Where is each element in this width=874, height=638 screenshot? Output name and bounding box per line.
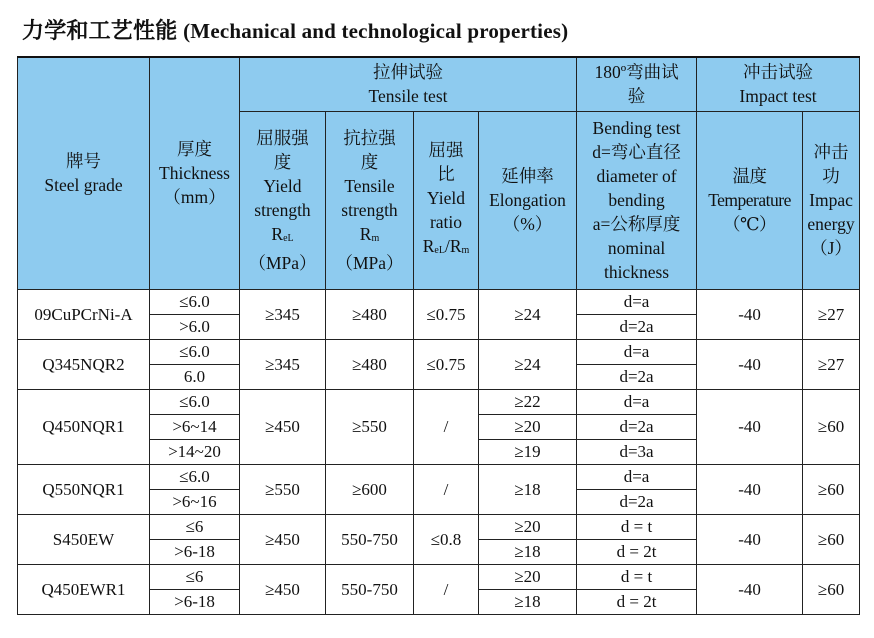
- elongation-cell: ≥19: [479, 439, 577, 464]
- thickness-cell: ≤6: [150, 514, 240, 539]
- temperature-cell: -40: [697, 289, 803, 339]
- impact-energy-cell: ≥60: [803, 564, 860, 614]
- steel-grade-cell: S450EW: [18, 514, 150, 564]
- table-row: [18, 564, 860, 589]
- tensile-strength-cell: 550-750: [326, 514, 414, 564]
- tensile-strength-cell: ≥480: [326, 339, 414, 389]
- header-impact-energy: 冲击 功 Impac energy （J）: [803, 111, 860, 289]
- header-bending-group: 180º弯曲试 验: [577, 57, 697, 111]
- elongation-cell: ≥18: [479, 589, 577, 614]
- header-tensile-group: 拉伸试验 Tensile test: [240, 57, 577, 111]
- steel-grade-cell: 09CuPCrNi-A: [18, 289, 150, 339]
- header-thickness: 厚度 Thickness （mm）: [150, 57, 240, 289]
- thickness-cell: ≤6: [150, 564, 240, 589]
- header-steel-grade: 牌号 Steel grade: [18, 57, 150, 289]
- bending-cell: d=2a: [577, 364, 697, 389]
- temperature-cell: -40: [697, 514, 803, 564]
- temperature-cell: -40: [697, 564, 803, 614]
- impact-energy-cell: ≥60: [803, 389, 860, 464]
- yield-strength-cell: ≥450: [240, 389, 326, 464]
- bending-cell: d=a: [577, 339, 697, 364]
- header-yield-ratio: 屈强 比 Yield ratio $R_{eL}/R_m$: [414, 111, 479, 289]
- steel-grade-cell: Q345NQR2: [18, 339, 150, 389]
- thickness-cell: 6.0: [150, 364, 240, 389]
- yield-ratio-cell: ≤0.75: [414, 339, 479, 389]
- bending-cell: d = 2t: [577, 589, 697, 614]
- tensile-strength-cell: ≥600: [326, 464, 414, 514]
- temperature-cell: -40: [697, 339, 803, 389]
- header-bending: Bending test d=弯心直径 diameter of bending a=公称厚度 nominal thickness: [577, 111, 697, 289]
- yield-ratio-cell: ≤0.8: [414, 514, 479, 564]
- elongation-cell: ≥22: [479, 389, 577, 414]
- table-row: [18, 289, 860, 314]
- thickness-cell: >6.0: [150, 314, 240, 339]
- impact-energy-cell: ≥27: [803, 289, 860, 339]
- steel-grade-cell: Q450NQR1: [18, 389, 150, 464]
- table-row: [18, 339, 860, 364]
- table-row: [18, 514, 860, 539]
- yield-strength-cell: ≥550: [240, 464, 326, 514]
- thickness-cell: ≤6.0: [150, 289, 240, 314]
- table-row: [18, 464, 860, 489]
- bending-cell: d=2a: [577, 314, 697, 339]
- title-zh: 力学和工艺性能: [22, 18, 178, 43]
- bending-cell: d = t: [577, 514, 697, 539]
- header-yield-strength: 屈服强 度 Yield strength $R_{eL}$ （MPa）: [240, 111, 326, 289]
- yield-ratio-cell: /: [414, 389, 479, 464]
- table-body: [18, 289, 860, 614]
- page-title: [22, 14, 568, 45]
- bending-cell: d=2a: [577, 489, 697, 514]
- thickness-cell: >6-18: [150, 539, 240, 564]
- title-en: (Mechanical and technological properties): [183, 19, 569, 43]
- bending-cell: d=2a: [577, 414, 697, 439]
- bending-cell: d = t: [577, 564, 697, 589]
- elongation-cell: ≥18: [479, 464, 577, 514]
- temperature-cell: -40: [697, 389, 803, 464]
- yield-strength-cell: ≥345: [240, 339, 326, 389]
- yield-strength-cell: ≥450: [240, 514, 326, 564]
- steel-grade-cell: Q550NQR1: [18, 464, 150, 514]
- impact-energy-cell: ≥60: [803, 514, 860, 564]
- yield-ratio-cell: /: [414, 564, 479, 614]
- header-tensile-strength: 抗拉强 度 Tensile strength $R_m$ （MPa）: [326, 111, 414, 289]
- bending-cell: d=a: [577, 289, 697, 314]
- impact-energy-cell: ≥60: [803, 464, 860, 514]
- thickness-cell: ≤6.0: [150, 464, 240, 489]
- elongation-cell: ≥20: [479, 514, 577, 539]
- bending-cell: d=a: [577, 389, 697, 414]
- elongation-cell: ≥20: [479, 414, 577, 439]
- thickness-cell: ≤6.0: [150, 389, 240, 414]
- elongation-cell: ≥24: [479, 289, 577, 339]
- thickness-cell: >6-18: [150, 589, 240, 614]
- tensile-strength-cell: 550-750: [326, 564, 414, 614]
- tensile-strength-cell: ≥550: [326, 389, 414, 464]
- thickness-cell: >6~16: [150, 489, 240, 514]
- bending-cell: d=3a: [577, 439, 697, 464]
- elongation-cell: ≥20: [479, 564, 577, 589]
- impact-energy-cell: ≥27: [803, 339, 860, 389]
- temperature-cell: -40: [697, 464, 803, 514]
- thickness-cell: >6~14: [150, 414, 240, 439]
- table-header: [18, 57, 860, 289]
- yield-strength-cell: ≥450: [240, 564, 326, 614]
- thickness-cell: ≤6.0: [150, 339, 240, 364]
- header-elongation: 延伸率 Elongation （%）: [479, 111, 577, 289]
- header-temperature: 温度 Temperature （℃）: [697, 111, 803, 289]
- steel-grade-cell: Q450EWR1: [18, 564, 150, 614]
- tensile-strength-cell: ≥480: [326, 289, 414, 339]
- table-row: [18, 389, 860, 414]
- properties-table: [17, 56, 860, 615]
- yield-ratio-cell: ≤0.75: [414, 289, 479, 339]
- yield-strength-cell: ≥345: [240, 289, 326, 339]
- bending-cell: d=a: [577, 464, 697, 489]
- thickness-cell: >14~20: [150, 439, 240, 464]
- elongation-cell: ≥24: [479, 339, 577, 389]
- bending-cell: d = 2t: [577, 539, 697, 564]
- header-impact-group: 冲击试验 Impact test: [697, 57, 860, 111]
- elongation-cell: ≥18: [479, 539, 577, 564]
- yield-ratio-cell: /: [414, 464, 479, 514]
